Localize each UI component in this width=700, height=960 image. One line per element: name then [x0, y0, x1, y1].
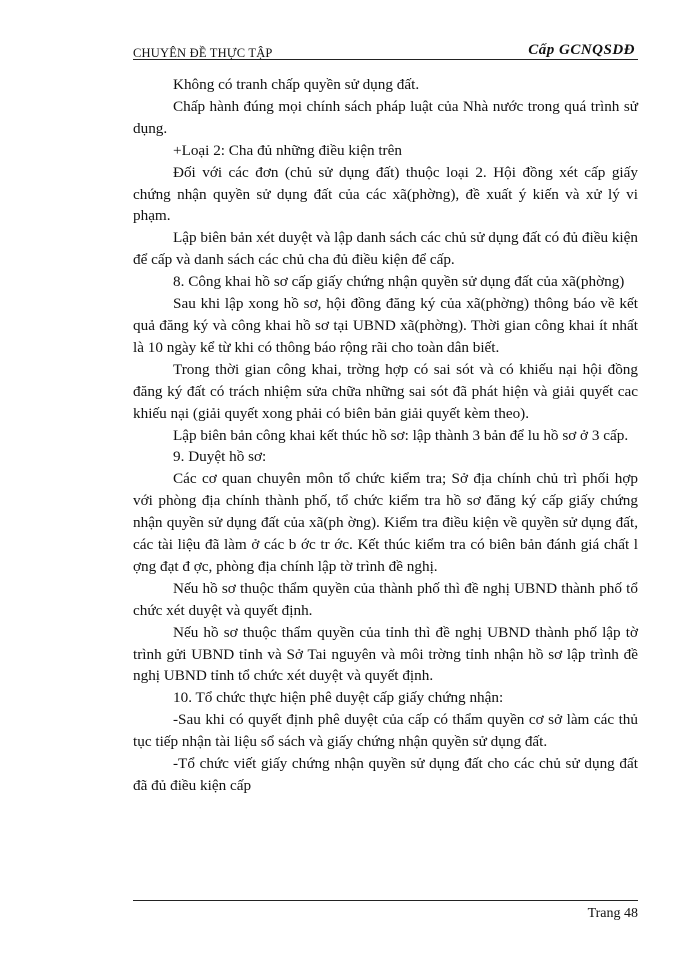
section-heading-8: 8. Công khai hồ sơ cấp giấy chứng nhận quyền sử dụng đất của xã(phờng) [173, 273, 625, 291]
paragraph: Đối với các đơn (chủ sử dụng đất) thuộc loại 2. Hội đồng xét cấp giấy chứng nhận quyền sử dụng đất của các xã(phờng), đề xuất ý kiến và xử lý vi phạm. [133, 163, 638, 225]
paragraph: Nếu hồ sơ thuộc thẩm quyền của tỉnh thì đề nghị UBND thành phố lập tờ trình gửi UBND tỉnh và Sở Tai nguyên và môi trờng tỉnh nhận hồ sơ lập trình đề nghị UBND tỉnh tổ chức xét duyệt và quyết định. [133, 623, 638, 685]
paragraph: -Tổ chức viết giấy chứng nhận quyền sử dụng đất cho các chủ sử dụng đất đã đủ điều kiện cấp [133, 755, 638, 794]
section-heading-10: 10. Tổ chức thực hiện phê duyệt cấp giấy chứng nhận: [173, 689, 504, 707]
header-subject: Cấp GCNQSDĐ [528, 42, 635, 58]
paragraph: Nếu hồ sơ thuộc thẩm quyền của thành phố thì đề nghị UBND thành phố tổ chức xét duyệt và quyết định. [133, 579, 638, 619]
paragraph: Không có tranh chấp quyền sử dụng đất. [173, 76, 420, 93]
header-rule [133, 59, 638, 60]
paragraph: Chấp hành đúng mọi chính sách pháp luật của Nhà nước trong quá trình sử dụng. [133, 97, 638, 137]
footer-rule [133, 900, 638, 901]
document-body [133, 74, 638, 797]
paragraph: Các cơ quan chuyên môn tổ chức kiểm tra; Sở địa chính chủ trì phối hợp với phòng địa chính thành phố, tổ chức kiểm tra hồ sơ đăng ký cấp giấy chứng nhận quyền sử dụng đất của xã(ph ờng). Kiểm tra điều kiện về quyền sử dụng đất, các tài liệu đã làm ở các b ớc tr ớc. Kết thúc kiểm tra có biên bản đánh giá chất l ợng đạt đ ợc, phòng địa chính lập tờ trình đề nghị. [133, 470, 638, 575]
page-number: Trang 48 [587, 906, 638, 921]
section-heading-9: 9. Duyệt hồ sơ: [173, 448, 267, 466]
header-title: CHUYÊN ĐỀ THỰC TẬP [133, 46, 273, 60]
paragraph: Trong thời gian công khai, trờng hợp có sai sót và có khiếu nại hội đồng đăng ký đất có trách nhiệm sửa chữa những sai sót đã phát hiện và giải quyết cac khiếu nại (giải quyết xong phải có biên bản giải quyết kèm theo). [133, 360, 638, 422]
paragraph: Lập biên bản xét duyệt và lập danh sách các chủ sử dụng đất có đủ điều kiện để cấp và danh sách các chủ cha đủ điều kiện để cấp. [133, 229, 638, 269]
paragraph: Lập biên bản công khai kết thúc hồ sơ: lập thành 3 bản để lu hồ sơ ở 3 cấp. [173, 426, 629, 444]
paragraph: -Sau khi có quyết định phê duyệt của cấp có thẩm quyền cơ sở làm các thủ tục tiếp nhận tài liệu sổ sách và giấy chứng nhận quyền sử dụng đất. [133, 711, 638, 751]
paragraph: Sau khi lập xong hồ sơ, hội đồng đăng ký của xã(phờng) thông báo về kết quả đăng ký và công khai hồ sơ tại UBND xã(phờng). Thời gian công khai ít nhất là 10 ngày kể từ khi có thông báo rộng rãi cho toàn dân biết. [133, 295, 638, 356]
paragraph: +Loại 2: Cha đủ những điều kiện trên [173, 141, 402, 159]
